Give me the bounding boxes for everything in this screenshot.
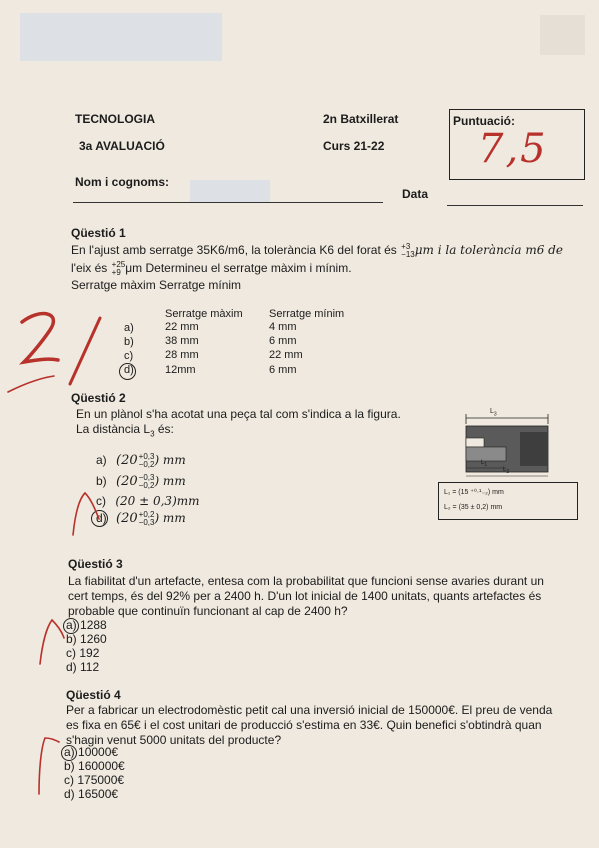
q1-title: Qüestió 1 [71,226,126,240]
q2-part-drawing [438,410,578,490]
q2-figure-tol1: L₁ = (15 ⁺⁰·¹₋₂) mm [444,489,504,496]
date-underline [447,205,583,206]
q2-option-c: c) (20 ± 0,3)mm [96,494,200,508]
subject-label: TECNOLOGIA [75,112,155,126]
q1-tolerance-m6: +25 +9 [111,260,126,277]
q2-option-d: d) (20 +0,2 −0,3 ) mm [96,510,186,527]
course-label: 2n Batxillerat [323,112,399,126]
q3-grade-mark [28,612,68,672]
q1-option-d-letter: d) [124,364,134,376]
date-label: Data [402,187,429,201]
name-label: Nom i cognoms: [75,175,170,189]
q2-figure-label-l3: $L_3$ [490,408,497,418]
q4-title: Qüestió 4 [66,688,121,702]
q2-option-a: a) (20 +0,3 −0,2 ) mm [96,452,186,469]
q1-option-b-max: 38 mm [165,335,199,347]
q1-option-d-min: 6 mm [269,364,297,376]
score-label: Puntuació: [453,114,515,128]
score-value: 7,5 [478,126,548,172]
q4-option-c: c) 175000€ [64,773,125,787]
q1-tolerance-k6: +3 −13 [401,242,415,259]
name-underline [73,202,383,203]
year-label: Curs 21-22 [323,139,385,153]
q4-text-line1: Per a fabricar un electrodomèstic petit cal una inversió inicial de 150000€. El preu de venda [66,703,553,717]
q1-option-d-max: 12mm [165,364,196,376]
q4-text-line3: s'hagin venut 5000 unitats del producte? [66,733,282,747]
redacted-name [190,180,270,202]
q1-text-line3: Serratge màxim Serratge mínim [71,278,242,292]
q3-option-a: a) 1288 [66,618,107,632]
q1-option-a-letter: a) [124,322,134,334]
q3-title: Qüestió 3 [68,557,123,571]
q1-option-a-min: 4 mm [269,321,297,333]
q3-text-line1: La fiabilitat d'un artefacte, entesa com la probabilitat que funcioni sense avaries durant un [68,574,544,588]
q1-option-c-max: 28 mm [165,349,199,361]
q1-option-c-min: 22 mm [269,349,303,361]
q2-figure [438,410,578,535]
q4-option-a: a) 10000€ [64,745,119,759]
q2-figure-label-l2: $L_2$ [503,467,510,476]
q1-col-min-header: Serratge mínim [269,308,345,320]
q3-option-c: c) 192 [66,646,100,660]
q2-text-line1: En un plànol s'ha acotat una peça tal com s'indica a la figura. [76,407,401,421]
q1-text-line2: l'eix és +25 +9 μm Determineu el serratge màxim i mínim. [71,260,352,277]
q1-option-b-min: 6 mm [269,335,297,347]
q1-option-b-letter: b) [124,336,134,348]
q2-figure-tol2: L₂ = (35 ± 0,2) mm [444,504,503,511]
bleed-through-marks [540,15,585,55]
q3-option-b: b) 1260 [66,632,107,646]
evaluation-label: 3a AVALUACIÓ [79,139,165,153]
q1-option-a-max: 22 mm [165,321,199,333]
q2-option-b: b) (20 −0,3 −0,2 ) mm [96,473,186,490]
q2-title: Qüestió 2 [71,391,126,405]
q3-option-d: d) 112 [66,660,100,674]
q2-grade-mark [55,485,105,545]
q3-text-line3: probable que continuïn funcionant al cap de 2400 h? [68,604,348,618]
q1-option-c-letter: c) [124,350,134,362]
q2-figure-label-l1: $L_1$ [481,460,488,469]
q1-text-line1: En l'ajust amb serratge 35K6/m6, la tolerància K6 del forat és +3 −13 μm i la tolerància m6 de [71,242,563,259]
q1-col-max-header: Serratge màxim [165,308,243,320]
q2-text-line2: La distància $L_3$ és: [76,422,174,439]
q4-text-line2: es fixa en 65€ i el cost unitari de producció s'estima en 33€. Quin benefici s'obtindrà quan [66,718,542,732]
redacted-header-block [20,13,222,61]
q4-grade-mark [25,730,65,800]
q3-text-line2: cert temps, és del 92% per a 2400 h. D'un lot inicial de 1400 unitats, quants artefactes és [68,589,542,603]
q4-option-d: d) 16500€ [64,787,119,801]
q4-option-b: b) 160000€ [64,759,125,773]
